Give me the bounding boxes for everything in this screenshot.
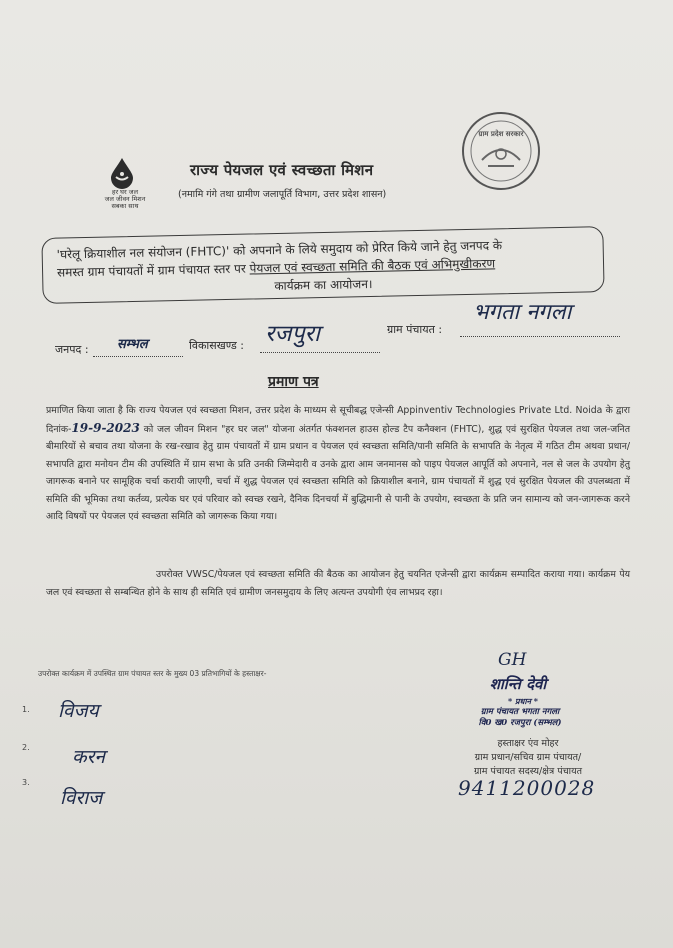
banner-line-1: 'घरेलू क्रियाशील नल संयोजन (FHTC)' को अपनाने के लिये समुदाय को प्रेरित किये जाने हेतु जनपद के bbox=[56, 238, 503, 262]
district-label: जनपद : bbox=[55, 343, 89, 356]
block-value: रजपुरा bbox=[265, 321, 320, 347]
caption-line-3: ग्राम पंचायत सदस्य/क्षेत्र पंचायत bbox=[473, 766, 583, 777]
panchayat-label: ग्राम पंचायत : bbox=[387, 323, 443, 336]
paragraph-1-rest: को जल जीवन मिशन "हर घर जल" योजना अंतर्गत फंक्शनल हाउस होल्ड टैप कनैक्शन (FHTC), शुद्ध एवं सुरक्षित पेयजल तथा जल-जनित बीमारियों से बचाव तथा योजना के रख-रखाव हेतु ग्राम पंचायतों में ग्राम प्रधान व पेयजल एवं स्वच्छता समिति/पानी समिति के सभापति के नेतृत्व में गठित टीम अथवा प्रधान/सभापति द्वारा मनोयन टीम की उपस्थिति में ग्राम सभा के प्रति उनकी जिम्मेदारी व उनके द्वारा आम जनमानस को पाइप पेयजल आपूर्ति को अपनाने, नल से जल के उपयोग हेतु जागरूक बनाने पर सामूहिक चर्चा करायी जाएगी, चर्चा में शुद्ध पेयजल एवं स्वच्छता समिति को क्रियाशील बनाने, ग्राम पंचायतों में शुद्ध एवं सुरक्षित पेयजल की उपलब्धता में समिति की भूमिका तथा कर्तव्य, प्रत्येक घर एवं परिवार को स्वच्छ रखने, दैनिक दिनचर्या में बुद्धिमानी से पानी के उपयोग, स्वच्छता के प्रति जन सामान्य को जन-जागरूक करने आदि विषयों पर पेयजल एवं स्वच्छता समिति को जागरूक किया गया। bbox=[46, 423, 630, 522]
signature-initials: GH bbox=[498, 650, 527, 670]
banner-line-3: कार्यक्रम का आयोजन। bbox=[274, 276, 373, 294]
stamp-line-2: वि0 ख0 रजपुरा (सम्भल) bbox=[478, 718, 562, 728]
certificate-paragraph-2: उपरोक्त VWSC/पेयजल एवं स्वच्छता समिति की बैठक का आयोजन हेतु चयनित एजेन्सी द्वारा कार्यक्रम सम्पादित कराया गया। कार्यक्रम पेय जल एवं स्वच्छता से सम्बन्धित होने के साथ ही समिति एवं ग्रामीण जनसमुदाय के लिए अत्यन्त उपयोगी एंव लाभप्रद रहा। bbox=[46, 569, 630, 598]
water-drop-icon bbox=[107, 157, 137, 189]
district-value: सम्भल bbox=[117, 337, 148, 352]
panchayat-value: भगता नगला bbox=[473, 300, 572, 325]
banner-highlight: पेयजल एवं स्वच्छता समिति की बैठक एवं अभिमुखीकरण bbox=[249, 256, 496, 276]
participant-row bbox=[22, 700, 99, 722]
jal-jeevan-mission-logo bbox=[95, 155, 155, 215]
banner-line-2-prefix: समस्त ग्राम पंचायतों में ग्राम पंचायत स्तर पर bbox=[56, 261, 250, 280]
participant-row bbox=[22, 743, 105, 768]
location-fields bbox=[55, 300, 655, 358]
participant-number: 3. bbox=[22, 778, 30, 787]
caption-line-1: हस्ताक्षर एंव मोहर bbox=[497, 738, 559, 749]
stamp-role: * प्रधान * bbox=[508, 696, 538, 706]
phone-number: 9411200028 bbox=[458, 776, 596, 800]
seal-text: ग्राम प्रदेश सरकार bbox=[478, 130, 524, 138]
org-subtitle: (नमामि गंगे तथा ग्रामीण जलापूर्ति विभाग, उत्तर प्रदेश शासन) bbox=[178, 189, 387, 200]
stamp-line-1: ग्राम पंचायत भगता नगला bbox=[480, 707, 560, 717]
org-title: राज्य पेयजल एवं स्वच्छता मिशन bbox=[190, 161, 374, 179]
signatory-name: शान्ति देवी bbox=[489, 675, 547, 693]
up-government-seal bbox=[460, 110, 542, 192]
participant-number: 1. bbox=[22, 705, 30, 714]
event-date: 19-9-2023 bbox=[71, 420, 140, 435]
doc-title: प्रमाण पत्र bbox=[268, 374, 319, 390]
seal-emblem-icon bbox=[460, 110, 542, 192]
participant-name: करन bbox=[72, 746, 105, 768]
block-label: विकासखण्ड : bbox=[189, 339, 245, 352]
participant-name: विजय bbox=[58, 700, 99, 722]
caption-line-2: ग्राम प्रधान/सचिव ग्राम पंचायत/ bbox=[474, 752, 582, 763]
participants-intro: उपरोक्त कार्यक्रम में उपस्थित ग्राम पंचायत स्तर के मुख्य 03 प्रतिभागियों के हस्ताक्षर- bbox=[38, 669, 267, 678]
participant-number: 2. bbox=[22, 743, 30, 752]
program-banner bbox=[41, 226, 604, 304]
logo-caption: हर घर जल जल जीवन मिशन सबका साथ bbox=[104, 188, 146, 210]
certificate-paragraph-1 bbox=[46, 402, 630, 526]
paragraph-1-start: प्रमाणित किया जाता है कि राज्य पेयजल एवं स्वच्छता मिशन, उत्तर प्रदेश के माध्यम से सूचीबद्ध एजेन्सी Appinventiv Technologies Private Ltd. Noida के द्वारा दिनांक- bbox=[46, 405, 630, 435]
participant-row bbox=[22, 778, 103, 809]
participant-name: विराज bbox=[60, 787, 103, 809]
signatory-caption bbox=[418, 737, 638, 779]
